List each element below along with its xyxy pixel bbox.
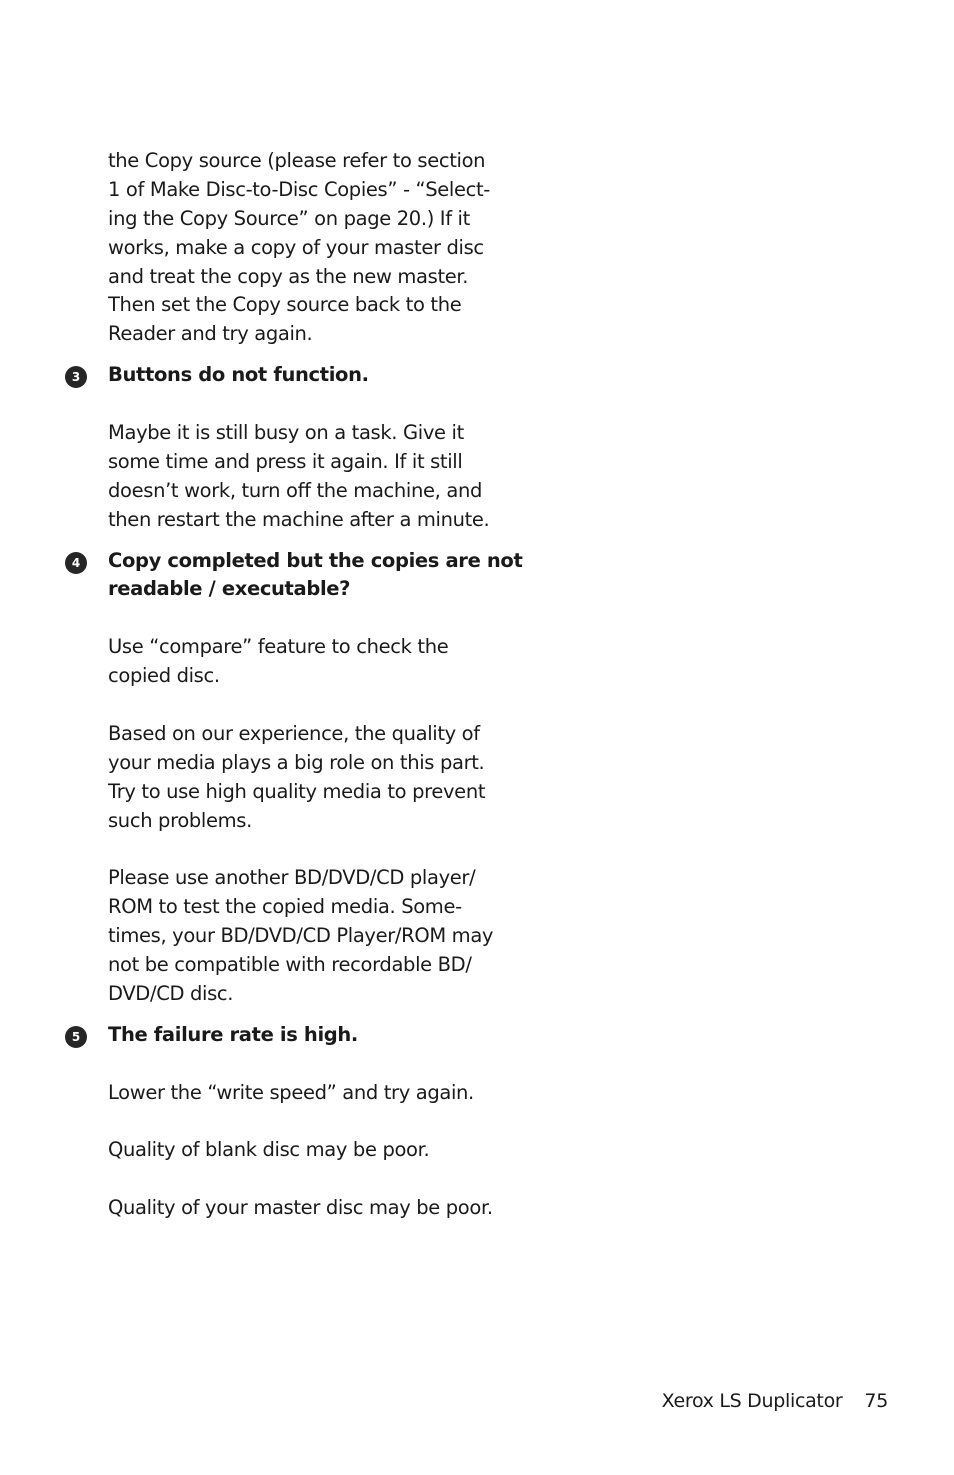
paragraph-line: ROM to test the copied media. Some- [108,895,462,919]
paragraph-line: times, your BD/DVD/CD Player/ROM may [108,924,494,948]
paragraph-line: Use “compare” feature to check the [108,635,449,659]
item-heading: Copy completed but the copies are not [108,548,523,572]
intro-line: Reader and try again. [108,322,313,346]
paragraph-line: Quality of your master disc may be poor. [108,1196,493,1220]
troubleshoot-item-3 [71,361,508,534]
paragraph-line: then restart the machine after a minute. [108,507,490,531]
paragraph-line: Quality of blank disc may be poor. [108,1138,430,1162]
item-heading: readable / executable? [108,577,351,601]
paragraph-line: DVD/CD disc. [108,981,234,1005]
paragraph-line: your media plays a big role on this part. [108,750,485,774]
intro-line: Then set the Copy source back to the [108,293,462,317]
step-number-badge: 3 [65,366,87,388]
paragraph-line: Based on our experience, the quality of [108,721,480,745]
paragraph-line: Please use another BD/DVD/CD player/ [108,866,476,890]
paragraph-line: not be compatible with recordable BD/ [108,953,472,977]
paragraph-line: Lower the “write speed” and try again. [108,1080,474,1104]
intro-line: and treat the copy as the new master. [108,264,469,288]
main-text-column [71,147,523,1223]
item-paragraph [108,720,508,836]
troubleshoot-item-5 [71,1021,508,1223]
step-number-badge: 4 [65,552,87,574]
item-paragraph [108,419,508,535]
paragraph-line: such problems. [108,808,252,832]
item-heading: The failure rate is high. [108,1022,358,1046]
page-number: 75 [864,1390,888,1412]
item-paragraph [108,633,508,691]
intro-paragraph [108,147,508,349]
paragraph-line: Try to use high quality media to prevent [108,779,486,803]
paragraph-line: copied disc. [108,664,220,688]
page-footer [600,1387,888,1415]
intro-line: works, make a copy of your master disc [108,235,484,259]
intro-line: 1 of Make Disc-to-Disc Copies” - “Select- [108,177,490,201]
item-heading: Buttons do not function. [108,363,369,387]
paragraph-line: some time and press it again. If it still [108,449,463,473]
troubleshoot-item-4 [71,547,523,1009]
intro-line: ing the Copy Source” on page 20.) If it [108,206,470,230]
paragraph-line: Maybe it is still busy on a task. Give it [108,421,464,445]
item-paragraph [108,864,508,1008]
footer-product-name: Xerox LS Duplicator [661,1390,843,1412]
paragraph-line: doesn’t work, turn off the machine, and [108,478,482,502]
intro-line: the Copy source (please refer to section [108,149,486,172]
step-number-badge: 5 [65,1026,87,1048]
